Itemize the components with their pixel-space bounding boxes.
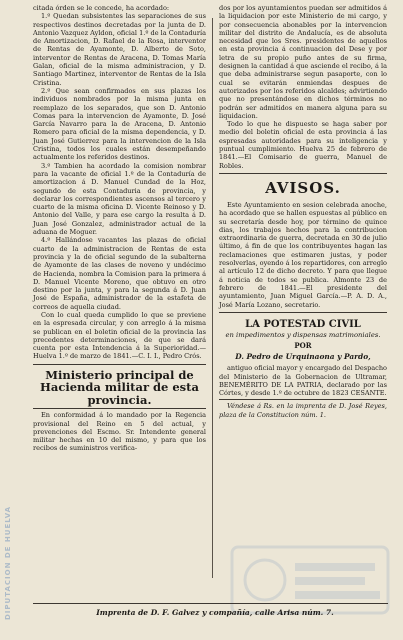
left-paragraph: Con lo cual queda cumplido lo que se previene en la espresada circular, y con arreglo á la misma se publican en el boletin oficial de la provincia las precedentes determinaciones, de que se dará cuenta por esta Intendencia á la Superioridad.—Huelva 1.º de marzo de 1841.—C. I. I., Pedro Crós. [33,310,206,361]
left-paragraph: 2.º Que sean confirmados en sus plazas los individuos nombrados por la misma junta en reemplazo de los separados, que son D. Antonio Comas para la intervencion de Ayamonte, D. José García Navarro para la de Aracena, D. Antonio Romero para oficial de la misma dependencia, y D. Juan José Gutierrez para la intervencion de la Isla Cristina, todos los cuales están desempeñando actualmente los referidos destinos. [33,86,206,162]
watermark-logo [230,545,390,615]
divider [219,399,387,400]
footer-rule [33,603,388,604]
por-label: POR [294,341,312,351]
avisos-text: Este Ayuntamiento en sesion celebrada anoche, ha acordado que se hallen espuestas al público en su secretaría desde hoy, por término de quince dias, los trabajos hechos para la contribucion extraordinaria de guerra, decretada en 30 de julio último, á fin de que los contribuyentes hagan las reclamaciones que estimaren justas, y poder resolverlas, oyendo á los repartidores, con arreglo al artículo 12 de dicho decreto. Y para que llegue á noticia de todos se publica. Almonte 23 de febrero de 1841.—El presidente del ayuntamiento, Juan Miguel García.—P. A. D. A., José María Lozano, secretario. [219,200,387,309]
left-column [33,4,206,453]
potestad-heading: LA POTESTAD CIVIL [245,318,361,330]
library-stamp: DIPUTACION DE HUELVA [4,505,12,620]
divider [33,364,206,365]
divider [219,312,387,313]
left-paragraph: citada órden se le concede, ha acordado: [33,4,170,12]
section-heading: Ministerio principal de Hacienda militar de esta provincia. [40,367,199,407]
author-name: D. Pedro de Urquinaona y Pardo, [235,352,371,362]
right-paragraph: Todo lo que he dispuesto se haga saber por medio del boletin oficial de esta provincia á las espresadas autoridades para su inteligencia y puntual cumplimiento. Huelva 25 de febrero de 1841.—El Comisario de guerra, Manuel de Robles. [219,120,387,170]
left-paragraph: 4.º Hallándose vacantes las plazas de oficial cuarto de la administracion de Rentas de esta provincia y la de oficial segundo de la subalterna de Ayamonte de las clases de noveno y undécimo de Hacienda, nombra la Comision para la primera á D. Manuel Vicente Moreno, que obtuvo en otro destino por la junta, y para la segunda á D. Juan José de España, administrador de la estafeta de correos de aquella ciudad. [33,236,206,311]
sale-note: Véndese á Rs. en la imprenta de D. José Reyes, plaza de la Constitucion núm. 1. [219,402,387,419]
left-paragraph: 1.º Quedan subsistentes las separaciones de sus respectivos destinos decretadas por la junta de D. Antonio Vazquez Ayldon, oficial 1.º de la Contaduría de Amortizacion, D. Rafael de la Rosa, interventor de Rentas de Ayamonte, D. Alberto de Soto, interventor de Rentas de Aracena, D. Tomas María Galan, oficial de la misma administracion, y D. Santiago Martinez, interventor de Rentas de la Isla Cristina. [33,12,206,87]
divider [219,173,387,174]
right-column [219,4,387,419]
avisos-heading: AVISOS. [265,178,341,197]
column-rule [212,18,213,578]
divider [33,408,206,409]
left-paragraph: 3.º Tambien ha acordado la comision nombrar para la vacante de oficial 1.º de la Contaduría de amortizacion á D. Manuel Cundad de la Hoz, segundo de esta Contaduria de provincia, y declarar los correspondientes ascensos al tercero y cuarto de la misma oficina D. Vicente Reinoso y D. Antonio del Valle, y para ese cargo la resulta á D. Juan José Gonzalez, administrador actual de la aduana de Moguer. [33,161,206,237]
section-text: En conformidad á lo mandado por la Regencia provisional del Reino en 5 del actual, y prevenciones del Escmo. Sr. Intendente general militar hechas en 10 del mismo, y para que los recibos de suministros verifica- [33,411,206,453]
potestad-subtitle: en impedimentos y dispensas matrimoniales. [225,330,381,339]
printer-imprint: Imprenta de D. F. Galvez y compañía, calle Arisa núm. 7. [96,608,334,617]
right-paragraph: dos por los ayuntamientos puedan ser admitidos á la liquidacion por este Ministerio de mi cargo, y por consecuencia abonables por la intervencion militar del distrito de Andalucía, es de absoluta necesidad que los Sres. presidentes de aquellos en esta provincia á continuacion del Dese y por letra de su propio puño antes de su firma, designen la cantidad á que asciende el recibo, á la que deba administrarse segun pasaporte, con lo cual se evitarán enmiendas despues de autorizados por los referidos alcaldes; advirtiendo que no presentándose en dichos términos no podrán ser admitidos en manera alguna para su liquidacion. [219,4,387,120]
author-description: antiguo oficial mayor y encargado del Despacho del Ministerio de la Gobernacion de Ultramar, BENEMÉRITO DE LA PATRIA, declarado por las Córtes, y desde 1.º de octubre de 1823 CESANTE. [219,364,387,398]
